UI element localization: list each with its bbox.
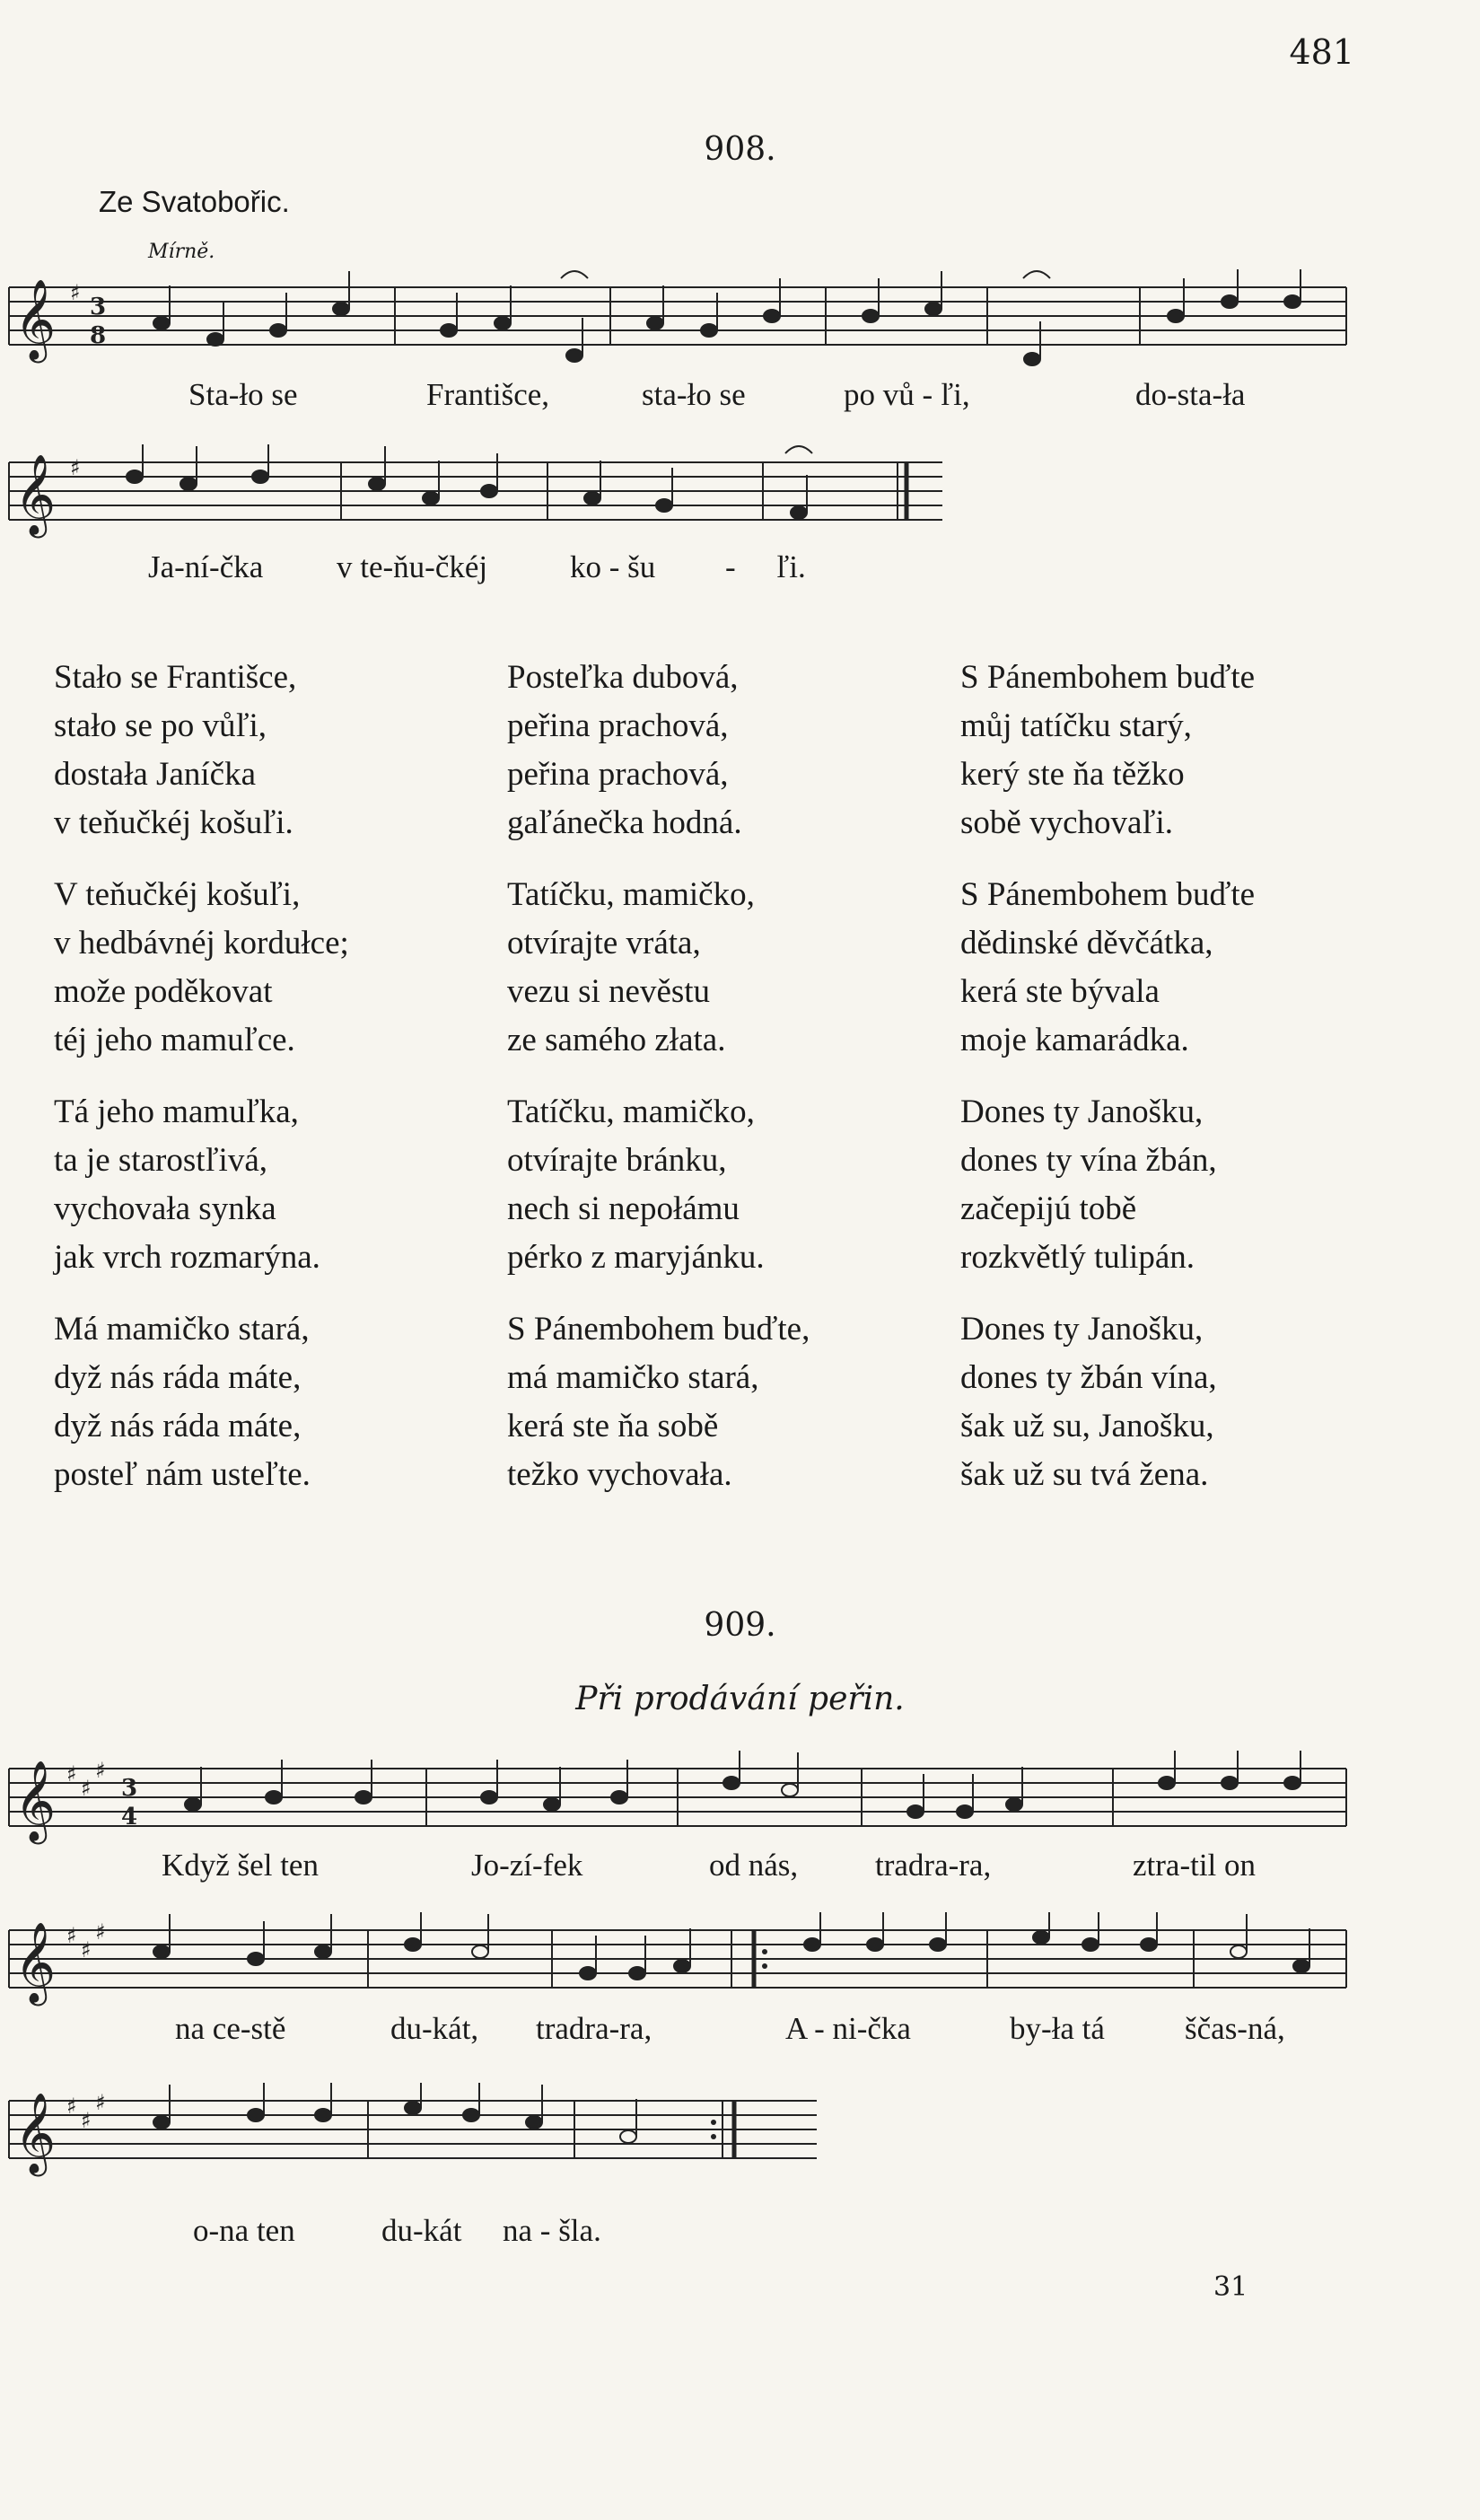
music-staff-909-1 xyxy=(0,1751,1480,1858)
lyric-syllable: tradra-ra, xyxy=(536,2011,652,2046)
lyric-syllable: v te-ňu-čkéj xyxy=(337,549,488,584)
verse-line: v hedbávnéj kordułce; xyxy=(54,925,349,961)
verse-line: téj jeho mamuľce. xyxy=(54,1022,295,1058)
lyric-syllable: Františce, xyxy=(426,377,550,412)
svg-text:𝄞: 𝄞 xyxy=(14,1760,57,1841)
svg-text:𝄞: 𝄞 xyxy=(14,1922,57,2003)
lyric-syllable: Ja-ní-čka xyxy=(148,549,264,584)
verse-line: vychovała synka xyxy=(54,1190,276,1227)
svg-text:♯: ♯ xyxy=(70,280,81,305)
svg-text:♯: ♯ xyxy=(66,2094,77,2119)
verse-line: dostała Janíčka xyxy=(54,756,256,793)
verse-line: moje kamarádka. xyxy=(960,1022,1189,1058)
lyric-syllable: ko - šu xyxy=(570,549,656,584)
verse-line: v teňučkéj košuľi. xyxy=(54,804,293,841)
verse-line: otvírajte bránku, xyxy=(507,1142,727,1179)
stanza xyxy=(960,1088,1391,1282)
verse-line: dones ty vína žbán, xyxy=(960,1142,1217,1179)
verse-line: dones ty žbán vína, xyxy=(960,1359,1217,1396)
verse-line: sobě vychovaľi. xyxy=(960,804,1173,841)
svg-text:♯: ♯ xyxy=(70,455,81,480)
song-908-tempo: Mírně. xyxy=(148,241,215,263)
svg-text:♯: ♯ xyxy=(81,1937,92,1962)
song-909-number: 909. xyxy=(704,1607,776,1644)
verse-line: stało se po vůľi, xyxy=(54,707,267,744)
song-909-lyrics-3 xyxy=(0,2213,1480,2258)
verse-line: može poděkovat xyxy=(54,973,273,1010)
ts-908-top: 3 xyxy=(90,294,107,320)
stanza xyxy=(54,1305,485,1499)
lyric-syllable: by-ła tá xyxy=(1010,2011,1105,2046)
ts-909-bottom: 4 xyxy=(121,1804,138,1831)
music-staff-908-2 xyxy=(0,444,987,561)
ts-909-top: 3 xyxy=(121,1775,138,1802)
lyric-syllable: Když šel ten xyxy=(162,1848,319,1883)
verse-line: kerá ste bývala xyxy=(960,973,1160,1010)
song-909-staff-1 xyxy=(0,1751,1480,1858)
verse-line: težko vychovała. xyxy=(507,1456,732,1493)
verse-line: ta je starostľivá, xyxy=(54,1142,267,1179)
lyric-syllable: sta-ło se xyxy=(642,377,746,412)
verse-line: kerá ste ňa sobě xyxy=(507,1408,719,1444)
verse-line: dyž nás ráda máte, xyxy=(54,1408,302,1444)
verse-line: šak už su tvá žena. xyxy=(960,1456,1209,1493)
stanza xyxy=(507,1305,938,1499)
lyric-syllable: A - ni-čka xyxy=(785,2011,911,2046)
song-908-lyrics-2 xyxy=(0,549,1480,594)
verse-line: má mamičko stará, xyxy=(507,1359,759,1396)
verse-line: posteľ nám usteľte. xyxy=(54,1456,311,1493)
verse-line: dědinské děvčátka, xyxy=(960,925,1213,961)
stanza xyxy=(960,1305,1391,1499)
stanza xyxy=(960,654,1391,847)
verse-line: S Pánembohem buďte, xyxy=(507,1311,810,1348)
music-staff-909-3 xyxy=(0,2083,862,2191)
song-908-origin: Ze Svatobořic. xyxy=(99,185,290,218)
lyric-syllable: Sta-ło se xyxy=(188,377,298,412)
song-908-number: 908. xyxy=(704,131,776,168)
verse-line: Má mamičko stará, xyxy=(54,1311,310,1348)
verse-line: ze samého złata. xyxy=(507,1022,726,1058)
verse-column-1 xyxy=(54,654,485,1523)
lyric-syllable: do-sta-ła xyxy=(1135,377,1246,412)
lyric-syllable: na ce-stě xyxy=(175,2011,286,2046)
verse-line: vezu si nevěstu xyxy=(507,973,711,1010)
song-909-lyrics-2 xyxy=(0,2011,1480,2056)
lyric-syllable: na - šla. xyxy=(503,2213,601,2248)
lyric-syllable: - xyxy=(725,549,736,584)
svg-text:♯: ♯ xyxy=(81,2108,92,2133)
ts-908-bottom: 8 xyxy=(90,322,107,349)
page-number: 481 xyxy=(1289,32,1354,72)
music-staff-908-1 xyxy=(0,269,1480,386)
song-908-staff-1 xyxy=(0,269,1480,386)
verse-line: Tatíčku, mamičko, xyxy=(507,876,755,913)
verse-line: dyž nás ráda máte, xyxy=(54,1359,302,1396)
verse-line: V teňučkéj košuľi, xyxy=(54,876,301,913)
stanza xyxy=(54,654,485,847)
svg-text:♯: ♯ xyxy=(66,1761,77,1787)
svg-text:𝄞: 𝄞 xyxy=(14,2093,57,2173)
stanza xyxy=(507,654,938,847)
lyric-syllable: du-kát xyxy=(381,2213,462,2248)
verse-line: Stało se Františce, xyxy=(54,659,297,696)
song-909-lyrics-1 xyxy=(0,1848,1480,1892)
verse-line: S Pánembohem buďte xyxy=(960,659,1256,696)
signature-number: 31 xyxy=(1213,2271,1248,2303)
lyric-syllable: po vů - ľi, xyxy=(844,377,970,412)
stanza xyxy=(54,871,485,1065)
song-909-subtitle: Při prodávání peřin. xyxy=(575,1681,905,1717)
lyric-syllable: Jo-zí-fek xyxy=(471,1848,583,1883)
verse-column-2 xyxy=(507,654,938,1523)
verse-line: kerý ste ňa těžko xyxy=(960,756,1185,793)
svg-text:♯: ♯ xyxy=(95,2090,106,2115)
verse-line: jak vrch rozmarýna. xyxy=(54,1239,320,1276)
song-909-staff-3 xyxy=(0,2083,862,2191)
verse-line: můj tatíčku starý, xyxy=(960,707,1192,744)
verse-line: Dones ty Janošku, xyxy=(960,1311,1204,1348)
verse-line: S Pánembohem buďte xyxy=(960,876,1256,913)
verse-line: peřina prachová, xyxy=(507,756,729,793)
verse-line: Tá jeho mamuľka, xyxy=(54,1093,299,1130)
song-908-staff-2 xyxy=(0,444,987,561)
verse-line: začepijú tobě xyxy=(960,1190,1137,1227)
verse-line: peřina prachová, xyxy=(507,707,729,744)
svg-text:𝄞: 𝄞 xyxy=(14,279,57,360)
lyric-syllable: o-na ten xyxy=(193,2213,295,2248)
stanza xyxy=(960,871,1391,1065)
stanza xyxy=(54,1088,485,1282)
svg-text:♯: ♯ xyxy=(66,1923,77,1948)
lyric-syllable: tradra-ra, xyxy=(875,1848,992,1883)
verse-line: rozkvětlý tulipán. xyxy=(960,1239,1195,1276)
song-909-staff-2 xyxy=(0,1912,1480,2020)
verse-line: otvírajte vráta, xyxy=(507,925,701,961)
lyric-syllable: od nás, xyxy=(709,1848,799,1883)
song-908-lyrics-1 xyxy=(0,377,1480,422)
verse-line: nech si nepołámu xyxy=(507,1190,740,1227)
svg-text:𝄞: 𝄞 xyxy=(14,454,57,535)
lyric-syllable: ščas-ná, xyxy=(1185,2011,1285,2046)
verse-line: Posteľka dubová, xyxy=(507,659,739,696)
lyric-syllable: ľi. xyxy=(776,549,806,584)
lyric-syllable: du-kát, xyxy=(390,2011,479,2046)
stanza xyxy=(507,871,938,1065)
music-staff-909-2 xyxy=(0,1912,1480,2020)
lyric-syllable: ztra-til on xyxy=(1133,1848,1257,1883)
svg-text:♯: ♯ xyxy=(81,1776,92,1801)
verse-line: pérko z maryjánku. xyxy=(507,1239,765,1276)
verse-line: Tatíčku, mamičko, xyxy=(507,1093,755,1130)
verse-column-3 xyxy=(960,654,1391,1523)
stanza xyxy=(507,1088,938,1282)
svg-text:♯: ♯ xyxy=(95,1919,106,1945)
verse-line: gaľánečka hodná. xyxy=(507,804,742,841)
verse-line: Dones ty Janošku, xyxy=(960,1093,1204,1130)
verse-line: šak už su, Janošku, xyxy=(960,1408,1214,1444)
svg-text:♯: ♯ xyxy=(95,1758,106,1783)
